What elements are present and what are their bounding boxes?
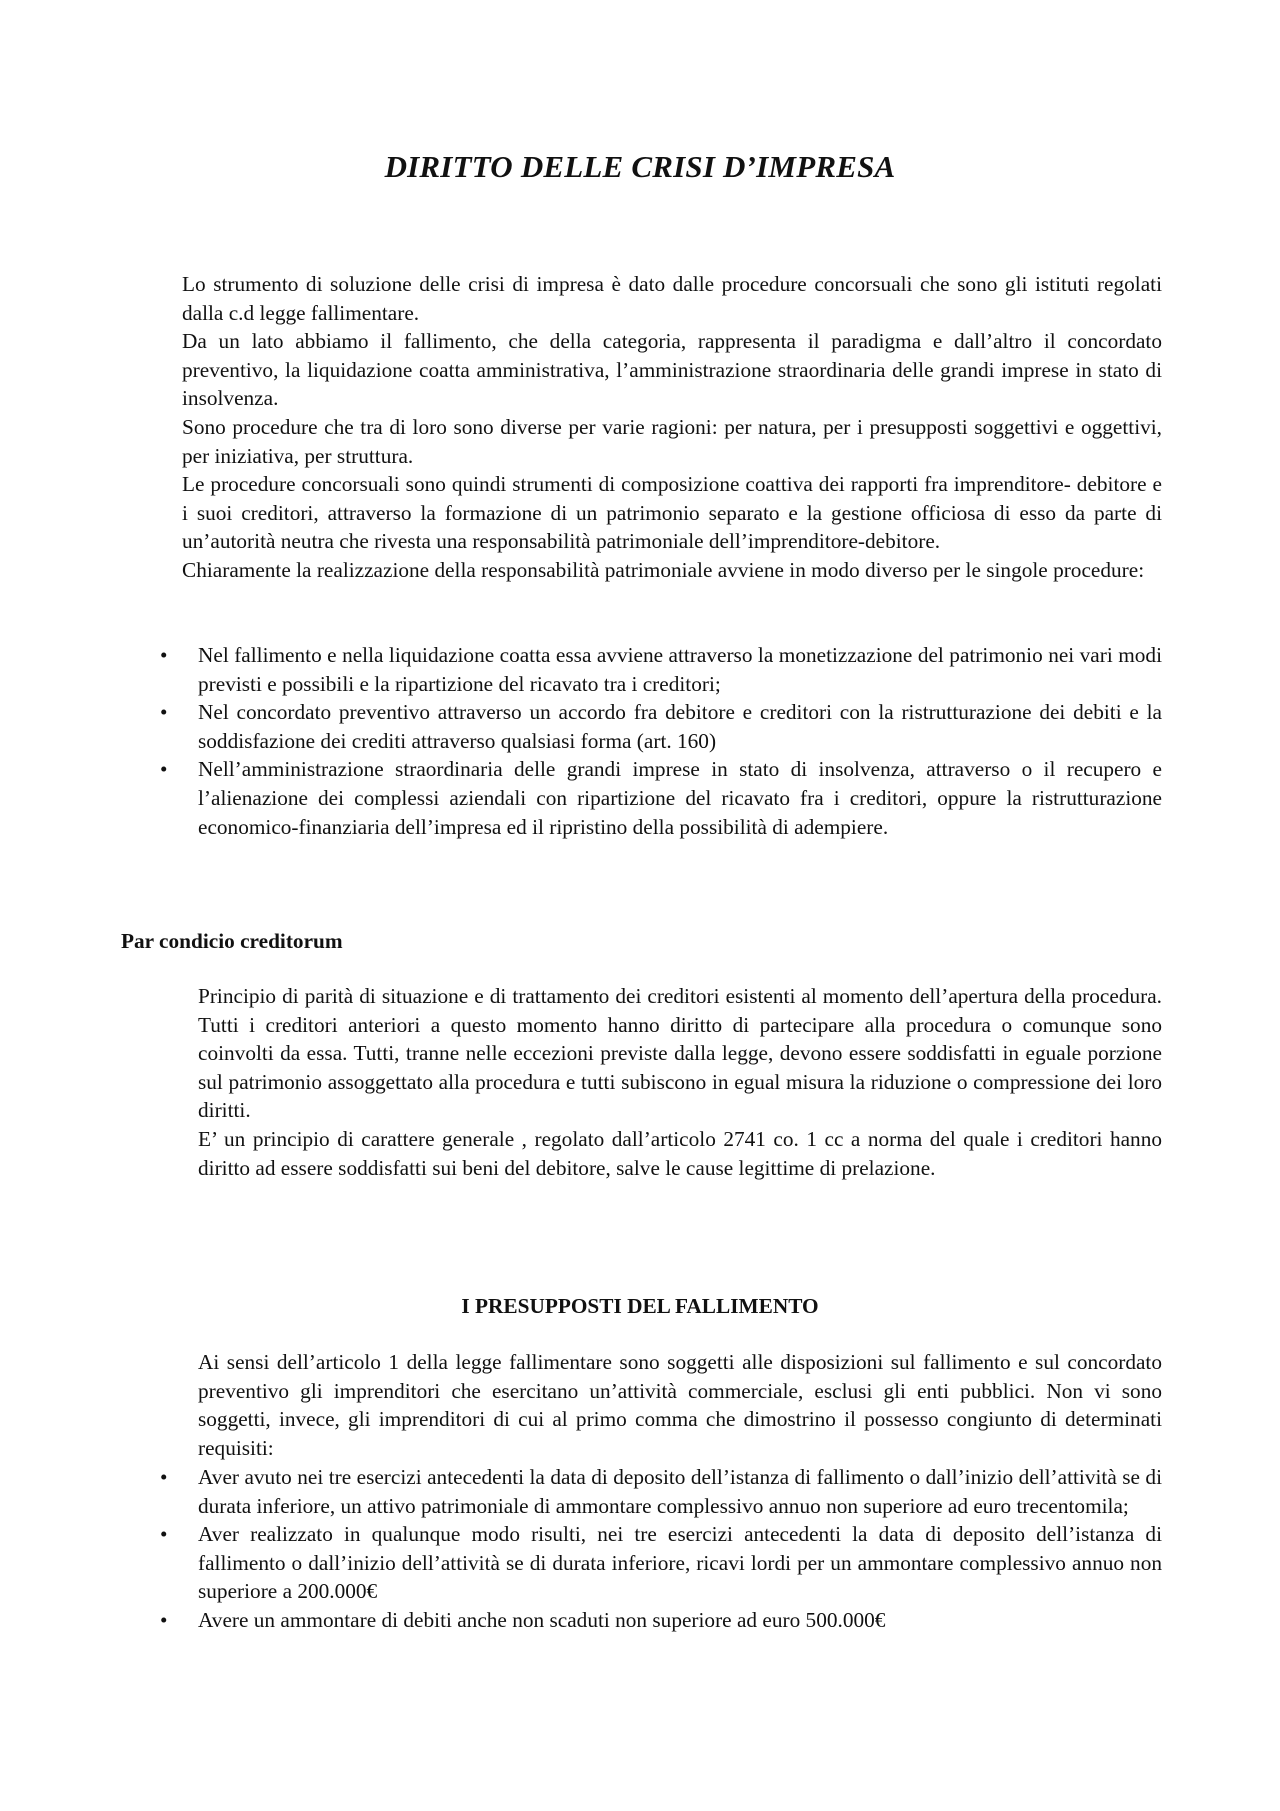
- document-title: DIRITTO DELLE CRISI D’IMPRESA: [384, 149, 896, 184]
- intro-paragraph: Chiaramente la realizzazione della responsabilità patrimoniale avviene in modo diverso per le singole procedure:: [182, 557, 1145, 582]
- list-item: [150, 698, 1162, 755]
- bullet-icon: •: [160, 1607, 168, 1632]
- list-item-text: Nel fallimento e nella liquidazione coatta essa avviene attraverso la monetizzazione del patrimonio nei vari modi previsti e possibili e la ripartizione del ricavato tra i creditori;: [198, 643, 1162, 696]
- intro-bullet-list: [150, 641, 1162, 841]
- presupposti-bullet-list: [150, 1463, 1162, 1635]
- list-item: [150, 755, 1162, 841]
- intro-paragraph: Da un lato abbiamo il fallimento, che della categoria, rappresenta il paradigma e dall’altro il concordato preventivo, la liquidazione coatta amministrativa, l’amministrazione straordinaria delle grandi imprese in stato di insolvenza.: [182, 329, 1162, 411]
- list-item: [150, 641, 1162, 698]
- intro-paragraph: Le procedure concorsuali sono quindi strumenti di composizione coattiva dei rapporti fra imprenditore- debitore e i suoi creditori, attraverso la formazione di un patrimonio separato e la gestione officiosa di esso da parte di un’autorità neutra che rivesta una responsabilità patrimoniale dell’imprenditore-debitore.: [182, 472, 1162, 554]
- list-item-text: Aver avuto nei tre esercizi antecedenti la data di deposito dell’istanza di fallimento o dall’inizio dell’attività se di durata inferiore, un attivo patrimoniale di ammontare complessivo annuo non superiore ad euro trecentomila;: [198, 1465, 1162, 1518]
- section-heading-par-condicio: Par condicio creditorum: [121, 929, 343, 953]
- bullet-icon: •: [160, 700, 168, 725]
- list-item: [150, 1520, 1162, 1606]
- list-item-text: Nell’amministrazione straordinaria delle grandi imprese in stato di insolvenza, attraverso o il recupero e l’alienazione dei complessi aziendali con ripartizione del ricavato fra i creditori, oppure la ristrutturazione economico-finanziaria dell’impresa ed il ripristino della possibilità di adempiere.: [198, 757, 1162, 839]
- bullet-icon: •: [160, 1522, 168, 1547]
- list-item: [150, 1606, 1162, 1635]
- list-item-text: Aver realizzato in qualunque modo risulti, nei tre esercizi antecedenti la data di deposito dell’istanza di fallimento o dall’inizio dell’attività se di durata inferiore, ricavi lordi per un ammontare complessivo annuo non superiore a 200.000€: [198, 1522, 1162, 1604]
- section-paragraph: E’ un principio di carattere generale , regolato dall’articolo 2741 co. 1 cc a norma del quale i creditori hanno diritto ad essere soddisfatti sui beni del debitore, salve le cause legittime di prelazione.: [198, 1126, 1162, 1180]
- bullet-icon: •: [160, 757, 168, 782]
- bullet-icon: •: [160, 643, 168, 667]
- intro-paragraph: Lo strumento di soluzione delle crisi di impresa è dato dalle procedure concorsuali che sono gli istituti regolati dalla c.d legge fallimentare.: [182, 272, 1162, 325]
- section-paragraph: Ai sensi dell’articolo 1 della legge fallimentare sono soggetti alle disposizioni sul fallimento e sul concordato preventivo gli imprenditori che esercitano un’attività commerciale, esclusi gli enti pubblici. Non vi sono soggetti, invece, gli imprenditori di cui al primo comma che dimostrino il possesso congiunto di determinati requisiti:: [198, 1350, 1162, 1460]
- intro-paragraph: Sono procedure che tra di loro sono diverse per varie ragioni: per natura, per i presupposti soggettivi e oggettivi, per iniziativa, per struttura.: [182, 414, 1162, 468]
- par-condicio-section: [198, 982, 1162, 1182]
- list-item-text: Avere un ammontare di debiti anche non scaduti non superiore ad euro 500.000€: [198, 1607, 886, 1632]
- list-item-text: Nel concordato preventivo attraverso un accordo fra debitore e creditori con la ristrutturazione dei debiti e la soddisfazione dei crediti attraverso qualsiasi forma (art. 160): [198, 700, 1162, 753]
- bullet-icon: •: [160, 1465, 168, 1489]
- presupposti-section: [198, 1348, 1162, 1462]
- section-heading-presupposti: I PRESUPPOSTI DEL FALLIMENTO: [461, 1294, 819, 1318]
- intro-section: [182, 270, 1162, 585]
- list-item: [150, 1463, 1162, 1520]
- section-paragraph: Principio di parità di situazione e di trattamento dei creditori esistenti al momento dell’apertura della procedura. Tutti i creditori anteriori a questo momento hanno diritto di partecipare alla procedura o comunque sono coinvolti da essa. Tutti, tranne nelle eccezioni previste dalla legge, devono essere soddisfatti in eguale porzione sul patrimonio assoggettato alla procedura e tutti subiscono in egual misura la riduzione o compressione dei loro diritti.: [198, 984, 1162, 1123]
